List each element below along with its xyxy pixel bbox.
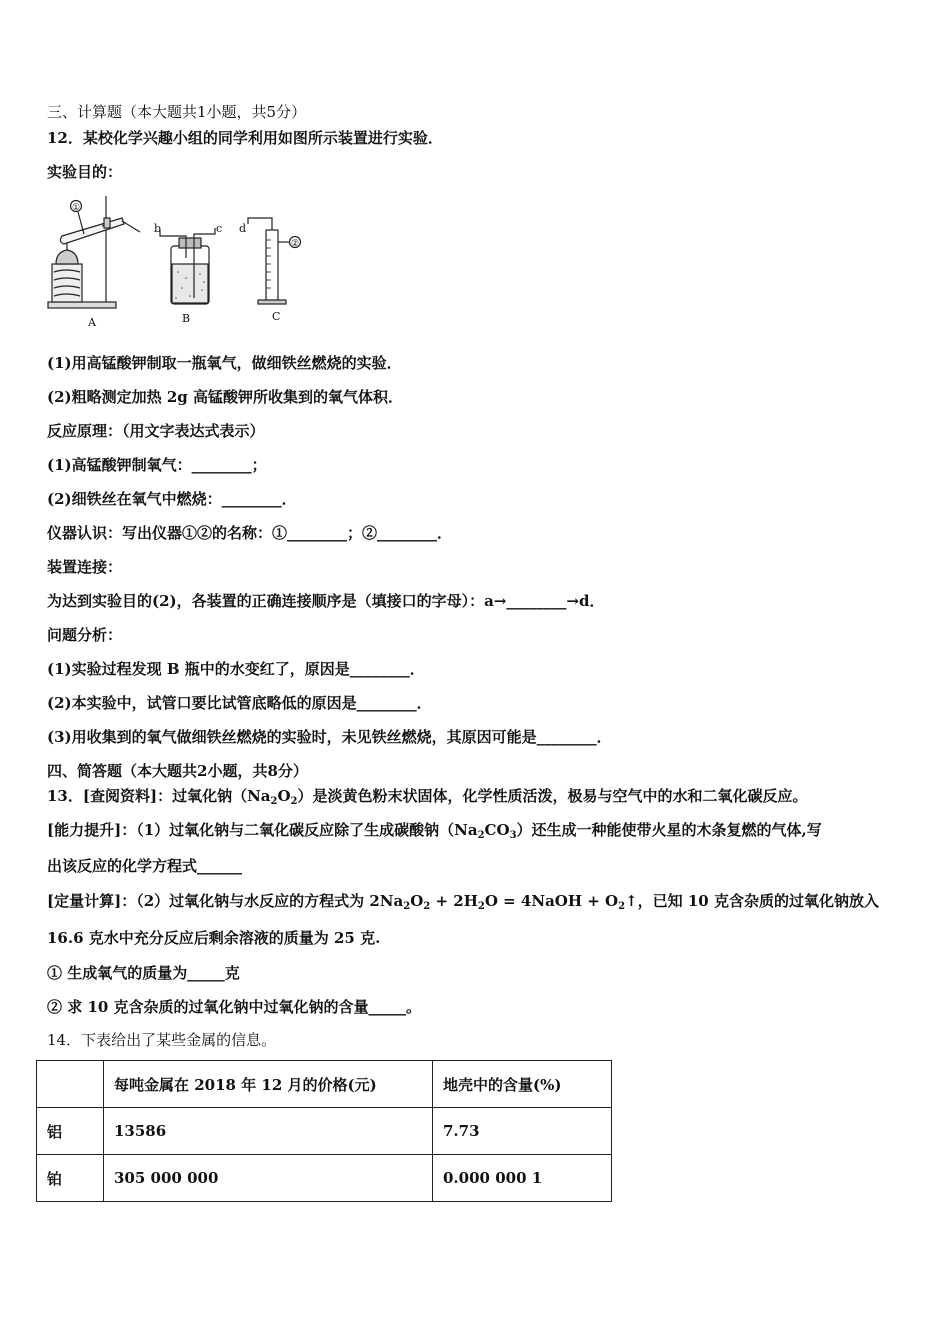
marker-2: ② [291,239,300,249]
table-header-row [37,1061,612,1108]
table-cell: 305 000 000 [104,1155,433,1202]
principle-label: 反应原理：（用文字表达式表示） [47,422,265,440]
table-cell: 铝 [37,1108,104,1155]
setup-a-label: A [88,316,96,329]
setup-c-label: C [272,310,281,323]
apparatus-figure [44,188,314,333]
port-d-label: d [239,222,247,235]
q13-quantitative: [定量计算]：（2）过氧化钠与水反应的方程式为 $2Na_2O_2 + 2H_2O$ = 4NaOH + $O_2↑$，已知 10 克含杂质的过氧化钠放入 [47,892,879,912]
q13-equation-prompt: 出该反应的化学方程式______ [47,857,243,875]
connection-label: 装置连接： [47,558,123,576]
analysis-3: (3)用收集到的氧气做细铁丝燃烧的实验时，未见铁丝燃烧，其原因可能是________． [47,728,612,746]
purpose-2: (2)粗略测定加热 2g 高锰酸钾所收集到的氧气体积． [47,388,404,406]
purpose-1: (1)用高锰酸钾制取一瓶氧气，做细铁丝燃烧的实验． [47,354,402,372]
principle-2: (2)细铁丝在氧气中燃烧：________． [47,490,297,508]
marker-1: ① [72,203,81,213]
table-header-cell [37,1061,104,1108]
principle-1: (1)高锰酸钾制氧气：________； [47,456,267,474]
q12-intro: 12．某校化学兴趣小组的同学利用如图所示装置进行实验． [47,129,443,147]
table-cell: 铂 [37,1155,104,1202]
table-header-cell: 每吨金属在 2018 年 12 月的价格(元) [104,1061,433,1108]
metal-info-table [36,1060,612,1202]
table-row [37,1155,612,1202]
section3-heading: 三、计算题（本大题共1小题，共5分） [47,103,307,121]
table-cell: 0.000 000 1 [433,1155,612,1202]
section4-heading: 四、简答题（本大题共2小题，共8分） [47,762,308,780]
port-b-label: b [154,222,162,235]
q13-ability: [能力提升]：（1）过氧化钠与二氧化碳反应除了生成碳酸钠$(Na_2CO_3)$还生成一种能使带火星的木条复燃的气体,写 [47,821,822,841]
stand-base [48,302,116,308]
instrument-question: 仪器认识：写出仪器①②的名称：①________；②________． [47,524,453,542]
connection-question: 为达到实验目的(2)，各装置的正确连接顺序是（填接口的字母）：a→________→d． [47,592,605,610]
q13-reference: 13．[查阅资料]：过氧化钠$(Na_2O_2)$是淡黄色粉末状固体，化学性质活泼，极易与空气中的水和二氧化碳反应。 [47,787,808,807]
port-c-label: c [216,222,223,235]
setup-b-label: B [182,312,191,325]
analysis-1: (1)实验过程发现 B 瓶中的水变红了，原因是________． [47,660,425,678]
q13-solution-mass: 16.6 克水中充分反应后剩余溶液的质量为 25 克. [47,929,381,947]
table-header-cell: 地壳中的含量(%) [433,1061,612,1108]
table-cell: 13586 [104,1108,433,1155]
table-row [37,1108,612,1155]
q13-part-1: ① 生成氧气的质量为_____克 [47,964,240,982]
analysis-label: 问题分析： [47,626,123,644]
table-cell: 7.73 [433,1108,612,1155]
q14-intro: 14．下表给出了某些金属的信息。 [47,1031,277,1049]
analysis-2: (2)本实验中，试管口要比试管底略低的原因是________． [47,694,432,712]
q13-part-2: ② 求 10 克含杂质的过氧化钠中过氧化钠的含量_____。 [47,998,422,1016]
purpose-label: 实验目的： [47,163,123,181]
